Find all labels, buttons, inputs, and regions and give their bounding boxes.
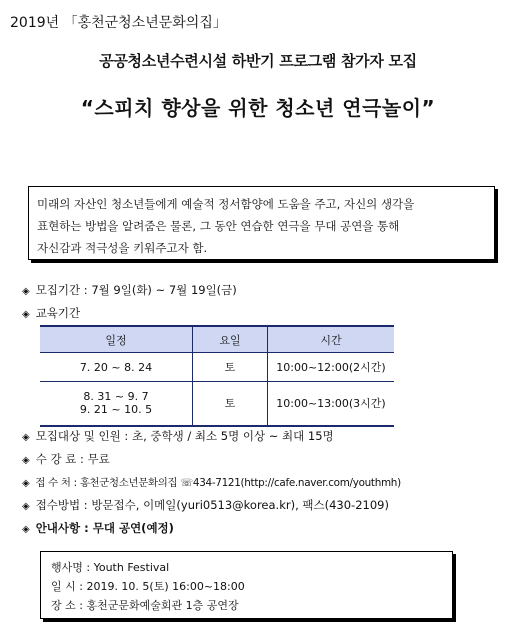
table-cell: 10:00~13:00(3시간) bbox=[268, 382, 395, 426]
diamond-bullet-icon: ◈ bbox=[22, 478, 30, 489]
diamond-bullet-icon: ◈ bbox=[22, 455, 30, 466]
column-header: 요일 bbox=[193, 326, 268, 353]
table-cell: 7. 20 ~ 8. 24 bbox=[40, 353, 193, 382]
method-text: 접수방법 : 방문접수, 이메일(yuri0513@korea.kr), 팩스(430-2109) bbox=[35, 498, 389, 512]
method-row bbox=[22, 497, 389, 513]
event-box bbox=[40, 551, 453, 619]
diamond-bullet-icon: ◈ bbox=[22, 432, 30, 443]
education-period-row bbox=[22, 305, 80, 321]
intro-line: 자신감과 적극성을 키워주고자 함. bbox=[37, 241, 208, 255]
event-datetime: 일 시 : 2019. 10. 5(토) 16:00~18:00 bbox=[51, 580, 245, 593]
table-row bbox=[40, 353, 394, 382]
table-cell: 토 bbox=[193, 353, 268, 382]
date-range: 8. 31 ~ 9. 7 bbox=[83, 390, 149, 404]
diamond-bullet-icon: ◈ bbox=[22, 309, 30, 320]
target-row bbox=[22, 428, 334, 444]
table-cell: 10:00~12:00(2시간) bbox=[268, 353, 395, 382]
table-cell bbox=[40, 382, 193, 426]
header-top-line: 2019년 「홍천군청소년문화의집」 bbox=[10, 15, 227, 31]
document-main-title: “스피치 향상을 위한 청소년 연극놀이” bbox=[80, 96, 436, 120]
contact-row bbox=[22, 474, 401, 489]
intro-box bbox=[28, 186, 495, 260]
recruit-period-row bbox=[22, 282, 237, 298]
contact-text: 접 수 처 : 홍천군청소년문화의집 ☏434-7121(http://cafe.naver.com/youthmh) bbox=[35, 477, 401, 489]
diamond-bullet-icon: ◈ bbox=[22, 501, 30, 512]
table-header-row bbox=[40, 326, 394, 353]
diamond-bullet-icon: ◈ bbox=[22, 286, 30, 297]
schedule-table bbox=[40, 325, 394, 427]
diamond-bullet-icon: ◈ bbox=[22, 524, 30, 535]
fee-text: 수 강 료 : 무료 bbox=[35, 452, 110, 466]
intro-line: 미래의 자산인 청소년들에게 예술적 정서함양에 도움을 주고, 자신의 생각을 bbox=[37, 197, 415, 211]
notice-text: 안내사항 : 무대 공연(예정) bbox=[35, 521, 174, 535]
education-period-label: 교육기간 bbox=[35, 306, 81, 320]
recruit-period-text: 모집기간 : 7월 9일(화) ~ 7월 19일(금) bbox=[35, 283, 237, 297]
intro-line: 표현하는 방법을 알려줌은 물론, 그 동안 연습한 연극을 무대 공연을 통해 bbox=[37, 219, 400, 233]
event-place: 장 소 : 홍천군문화예술회관 1층 공연장 bbox=[51, 599, 239, 612]
document-subtitle: 공공청소년수련시설 하반기 프로그램 참가자 모집 bbox=[99, 52, 417, 70]
event-name: 행사명 : Youth Festival bbox=[51, 561, 170, 574]
notice-row bbox=[22, 520, 174, 536]
target-text: 모집대상 및 인원 : 초, 중학생 / 최소 5명 이상 ~ 최대 15명 bbox=[35, 429, 334, 443]
table-cell: 토 bbox=[193, 382, 268, 426]
date-range: 9. 21 ~ 10. 5 bbox=[79, 403, 153, 417]
column-header: 시간 bbox=[268, 326, 395, 353]
table-row bbox=[40, 382, 394, 426]
fee-row bbox=[22, 451, 110, 467]
column-header: 일정 bbox=[40, 326, 193, 353]
